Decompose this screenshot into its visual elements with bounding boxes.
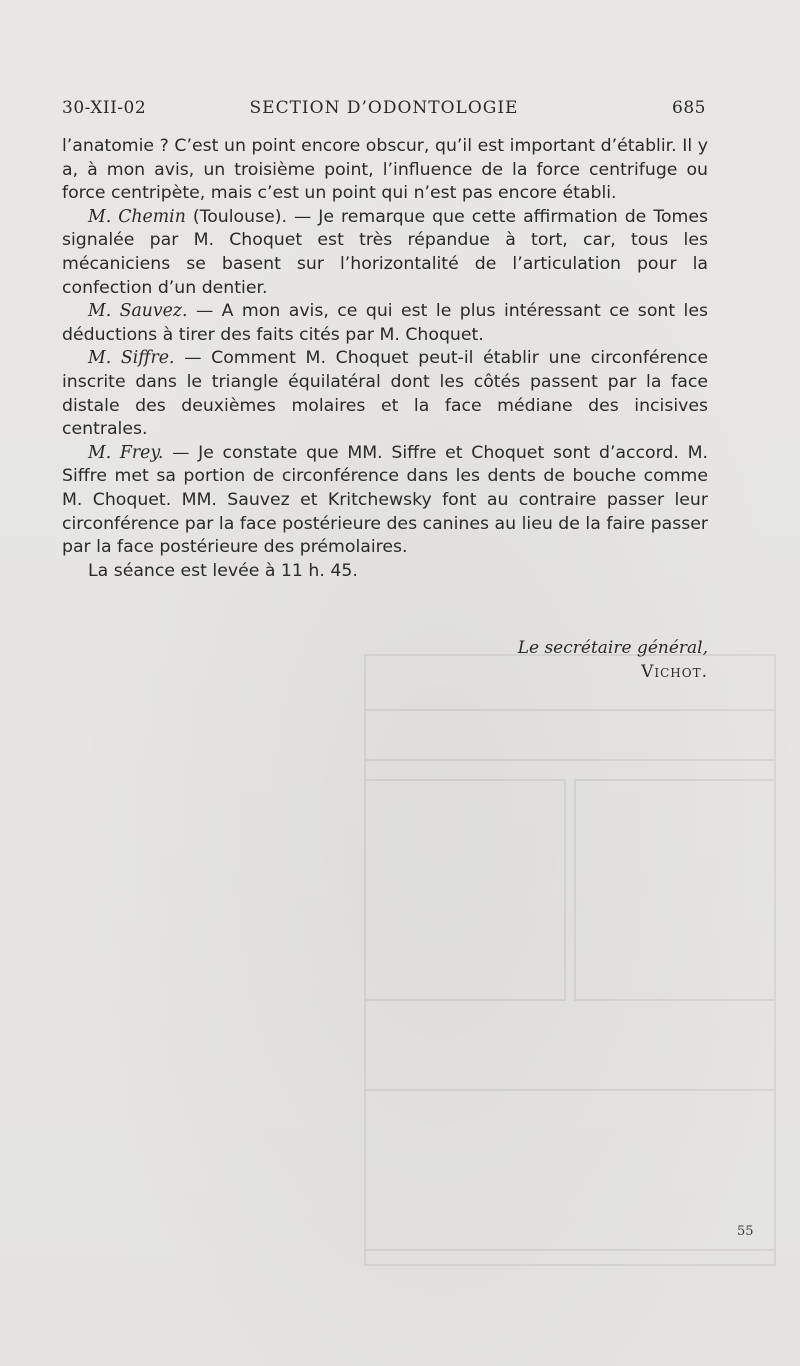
- signature-block: [518, 636, 708, 684]
- signature-name: Vichot.: [641, 662, 708, 682]
- speaker-name: M. Sauvez.: [88, 301, 188, 322]
- bleed-through-decoration: [360, 650, 780, 1270]
- header-section-title: SECTION D’ODONTOLOGIE: [249, 98, 519, 118]
- paragraph-siffre: [62, 347, 708, 441]
- printer-signature-mark: 55: [737, 1224, 754, 1239]
- header-date: 30-XII-02: [62, 98, 147, 118]
- speaker-name: M. Frey.: [88, 442, 164, 463]
- paragraph-continuation: [62, 135, 708, 206]
- paragraph-text: La séance est levée à 11 h. 45.: [88, 560, 358, 581]
- body-text: [62, 135, 708, 583]
- paragraph-sauvez: [62, 300, 708, 347]
- running-header: [62, 98, 706, 126]
- header-page-number: 685: [672, 98, 706, 118]
- paragraph-text: — Comment M. Choquet peut-il établir une circonférence inscrite dans le triangle équilatéral dont les côtés passent par la face distale des deuxièmes molaires et la face médiane des incisives centrales.: [62, 348, 708, 440]
- paragraph-text: — A mon avis, ce qui est le plus intéressant ce sont les déductions à tirer des faits cités par M. Choquet.: [62, 301, 708, 345]
- speaker-name: M. Chemin: [88, 206, 186, 227]
- paragraph-text: (Toulouse). — Je remarque que cette affirmation de Tomes signalée par M. Choquet est très répandue à tort, car, tous les mécaniciens se basent sur l’horizontalité de l’articulation pour la confection d’un dentier.: [62, 206, 708, 298]
- paragraph-chemin: [62, 206, 708, 300]
- paragraph-text: l’anatomie ? C’est un point encore obscur, qu’il est important d’établir. Il y a, à mon avis, un troisième point, l’influence de la force centrifuge ou force centripète, mais c’est un point qui n’est pas encore établi.: [62, 136, 708, 204]
- paragraph-frey: [62, 442, 708, 560]
- paragraph-closing: [62, 560, 708, 584]
- signature-title: Le secrétaire général,: [517, 638, 708, 658]
- speaker-name: M. Siffre.: [88, 348, 175, 369]
- paragraph-text: — Je constate que MM. Siffre et Choquet sont d’accord. M. Siffre met sa portion de circonférence dans les dents de bouche comme M. Choquet. MM. Sauvez et Kritchewsky font au contraire passer leur circonférence par la face postérieure des canines au lieu de la faire passer par la face postérieure des prémolaires.: [62, 442, 708, 558]
